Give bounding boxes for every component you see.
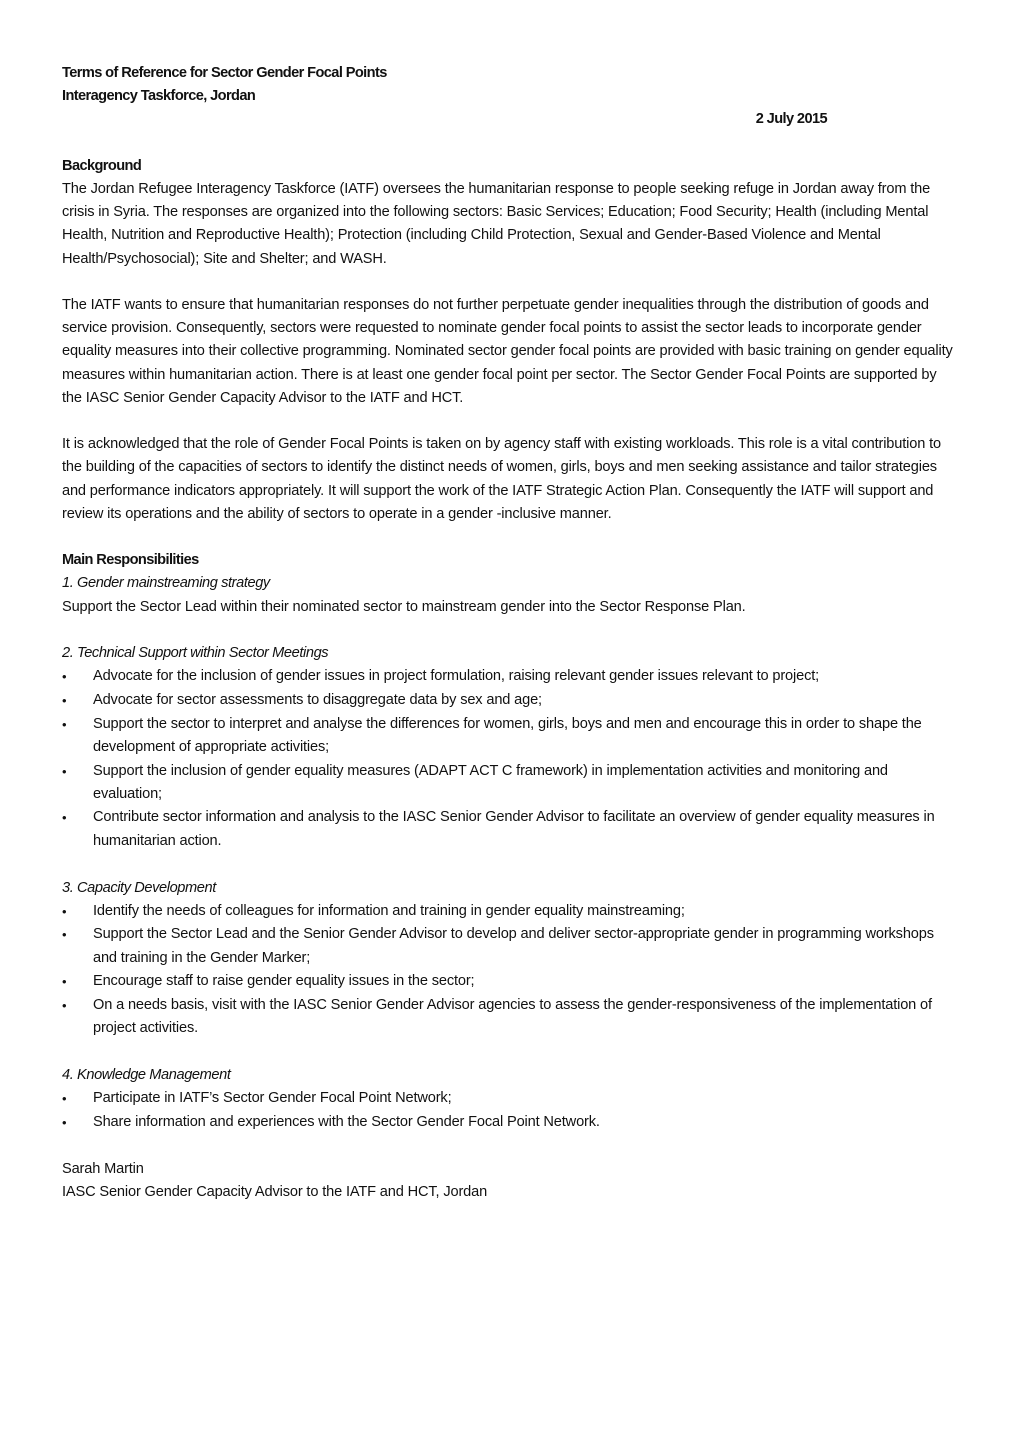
bullet-icon: • [62, 1115, 67, 1131]
list-item-text: Contribute sector information and analysis to the IASC Senior Gender Advisor to facilitate an overview of gender equality measures in humanitarian action. [93, 809, 935, 849]
list-item-text: Advocate for the inclusion of gender issues in project formulation, raising relevant gender issues relevant to project; [93, 668, 820, 685]
spacer [62, 853, 960, 876]
list-item [62, 1087, 960, 1110]
section-title-gender-mainstreaming: 1. Gender mainstreaming strategy [62, 575, 270, 592]
list-item [62, 994, 960, 1040]
section-title-technical-support: 2. Technical Support within Sector Meetings [62, 645, 329, 661]
list-item [62, 665, 960, 688]
bullet-icon: • [62, 1091, 67, 1107]
bullet-icon: • [62, 927, 67, 943]
technical-support-list [62, 665, 960, 853]
capacity-development-list [62, 900, 960, 1041]
list-item [62, 689, 960, 712]
spacer [62, 619, 960, 642]
signature-role: IASC Senior Gender Capacity Advisor to the IATF and HCT, Jordan [62, 1184, 488, 1201]
bullet-icon: • [62, 903, 67, 919]
background-heading: Background [62, 157, 142, 174]
list-item-text: On a needs basis, visit with the IASC Senior Gender Advisor agencies to assess the gender-responsiveness of the implementation of project activities. [93, 997, 932, 1037]
spacer [62, 271, 960, 294]
bullet-icon: • [62, 810, 67, 826]
spacer [62, 132, 960, 155]
background-paragraph-2: The IATF wants to ensure that humanitarian responses do not further perpetuate gender inequalities through the distribution of goods and service provision. Consequently, sectors were requested to nominate gender focal points to assist the sector leads to incorporate gender equality measures into their collective programming. Nominated sector gender focal points are provided with basic training on gender equality measures within humanitarian action. There is at least one gender focal point per sector. The Sector Gender Focal Points are supported by the IASC Senior Gender Capacity Advisor to the IATF and HCT. [62, 297, 953, 406]
spacer [62, 410, 960, 433]
list-item [62, 713, 960, 759]
bullet-icon: • [62, 692, 67, 708]
list-item [62, 1111, 960, 1134]
document-date: 2 July 2015 [755, 111, 827, 128]
list-item [62, 970, 960, 993]
background-paragraph-1: The Jordan Refugee Interagency Taskforce (IATF) oversees the humanitarian response to people seeking refuge in Jordan away from the crisis in Syria. The responses are organized into the following sectors: Basic Services; Education; Food Security; Health (including Mental Health, Nutrition and Reproductive Health); Protection (including Child Protection, Sexual and Gender-Based Violence and Mental Health/Psychosocial); Site and Shelter; and WASH. [62, 181, 931, 267]
document-subtitle: Interagency Taskforce, Jordan [62, 88, 256, 105]
background-paragraph-3: It is acknowledged that the role of Gender Focal Points is taken on by agency staff with existing workloads. This role is a vital contribution to the building of the capacities of sectors to identify the distinct needs of women, girls, boys and men seeking assistance and tailor strategies and performance indicators appropriately. It will support the work of the IATF Strategic Action Plan. Consequently the IATF will support and review its operations and the ability of sectors to operate in a gender -inclusive manner. [62, 436, 941, 522]
responsibilities-heading: Main Responsibilities [62, 552, 199, 569]
spacer [62, 1135, 960, 1158]
bullet-icon: • [62, 974, 67, 990]
bullet-icon: • [62, 763, 67, 779]
section-title-capacity-development: 3. Capacity Development [62, 879, 216, 896]
document-page [62, 62, 960, 1204]
knowledge-management-list [62, 1087, 960, 1134]
list-item [62, 923, 960, 969]
list-item-text: Support the Sector Lead and the Senior Gender Advisor to develop and deliver sector-appropriate gender in programming workshops and training in the Gender Marker; [93, 926, 934, 966]
list-item-text: Participate in IATF’s Sector Gender Focal Point Network; [93, 1090, 452, 1107]
bullet-icon: • [62, 669, 67, 685]
spacer [62, 526, 960, 549]
signature-name: Sarah Martin [62, 1160, 144, 1177]
list-item-text: Share information and experiences with the Sector Gender Focal Point Network. [93, 1114, 600, 1131]
list-item-text: Identify the needs of colleagues for information and training in gender equality mainstreaming; [93, 902, 685, 919]
section-title-knowledge-management: 4. Knowledge Management [62, 1067, 231, 1084]
list-item-text: Advocate for sector assessments to disaggregate data by sex and age; [93, 691, 542, 708]
list-item-text: Encourage staff to raise gender equality issues in the sector; [93, 973, 475, 990]
spacer [62, 1041, 960, 1064]
document-title: Terms of Reference for Sector Gender Focal Points [62, 65, 387, 81]
section-text-gender-mainstreaming: Support the Sector Lead within their nominated sector to mainstream gender into the Sector Response Plan. [62, 598, 746, 615]
list-item [62, 900, 960, 923]
bullet-icon: • [62, 998, 67, 1014]
list-item [62, 806, 960, 852]
list-item-text: Support the inclusion of gender equality measures (ADAPT ACT C framework) in implementation activities and monitoring and evaluation; [93, 762, 888, 802]
list-item [62, 760, 960, 806]
list-item-text: Support the sector to interpret and analyse the differences for women, girls, boys and men and encourage this in order to shape the development of appropriate activities; [93, 715, 922, 755]
bullet-icon: • [62, 716, 67, 732]
